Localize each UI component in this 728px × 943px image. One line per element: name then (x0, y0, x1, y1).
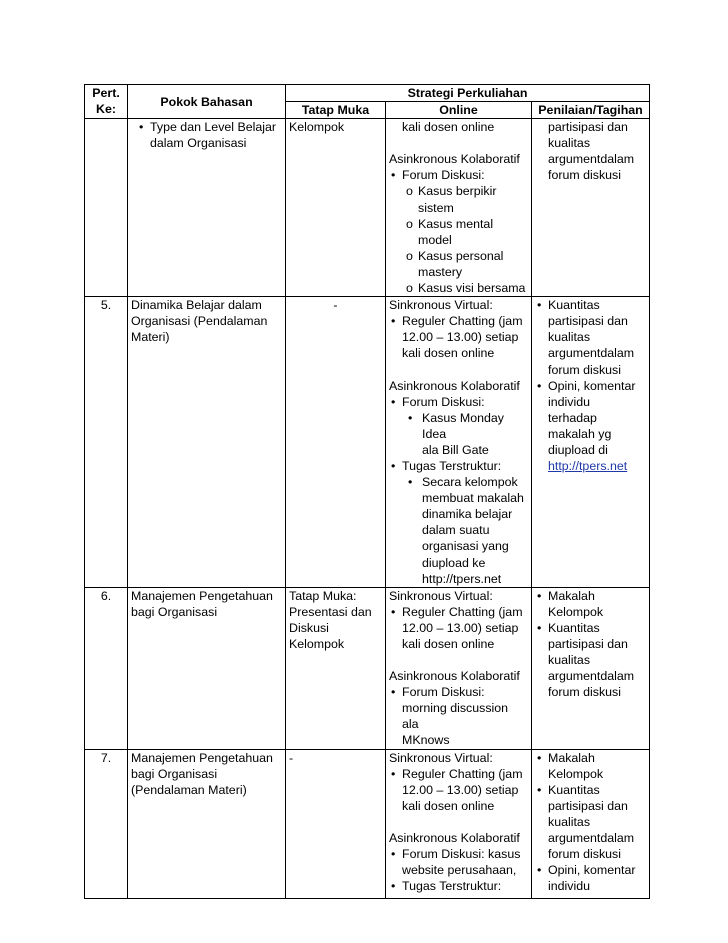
row-number (85, 119, 128, 297)
tatap-cell: Tatap Muka: Presentasi dan Diskusi Kelompok (286, 587, 386, 749)
penilaian-cell: partisipasi dan kualitas argumentdalam forum diskusi (532, 119, 650, 297)
row-number: 7. (85, 749, 128, 898)
penilaian-cell: • Kuantitas partisipasi dan kualitas argumentdalam forum diskusi • Opini, komentar individu terhadap makalah yg diupload di http://tpers.net (532, 297, 650, 588)
syllabus-table (84, 84, 650, 899)
online-cell: Sinkronous Virtual: • Reguler Chatting (jam 12.00 – 13.00) setiap kali dosen online Asinkronous Kolaboratif • Forum Diskusi: kasus website perusahaan, • Tugas Terstruktur: (386, 749, 532, 898)
header-pokok-bahasan: Pokok Bahasan (128, 85, 286, 119)
header-row-1 (85, 85, 650, 102)
table-row (85, 587, 650, 749)
table-row (85, 119, 650, 297)
tpers-link[interactable]: http://tpers.net (548, 459, 628, 474)
penilaian-cell: • Makalah Kelompok • Kuantitas partisipasi dan kualitas argumentdalam forum diskusi • Opini, komentar individu (532, 749, 650, 898)
online-cell: kali dosen online Asinkronous Kolaboratif • Forum Diskusi: o Kasus berpikir sistem o Kasus mental model o Kasus personal mastery o Kasus visi bersama (386, 119, 532, 297)
pokok-cell: Dinamika Belajar dalam Organisasi (Pendalaman Materi) (128, 297, 286, 588)
header-pert: Pert. Ke: (85, 85, 128, 119)
header-tatap-muka: Tatap Muka (286, 102, 386, 119)
table-row (85, 297, 650, 588)
header-strategi: Strategi Perkuliahan (286, 85, 650, 102)
penilaian-cell: • Makalah Kelompok • Kuantitas partisipasi dan kualitas argumentdalam forum diskusi (532, 587, 650, 749)
tatap-cell: - (286, 297, 386, 588)
tatap-cell: - (286, 749, 386, 898)
online-cell: Sinkronous Virtual: • Reguler Chatting (jam 12.00 – 13.00) setiap kali dosen online Asinkronous Kolaboratif • Forum Diskusi: morning discussion ala MKnows (386, 587, 532, 749)
pokok-cell: • Type dan Level Belajar dalam Organisasi (128, 119, 286, 297)
header-online: Online (386, 102, 532, 119)
tatap-cell: Kelompok (286, 119, 386, 297)
table-row (85, 749, 650, 898)
header-penilaian: Penilaian/Tagihan (532, 102, 650, 119)
pokok-cell: Manajemen Pengetahuan bagi Organisasi (Pendalaman Materi) (128, 749, 286, 898)
pokok-cell: Manajemen Pengetahuan bagi Organisasi (128, 587, 286, 749)
row-number: 6. (85, 587, 128, 749)
online-cell: Sinkronous Virtual: • Reguler Chatting (jam 12.00 – 13.00) setiap kali dosen online Asinkronous Kolaboratif • Forum Diskusi: • Kasus Monday Idea ala Bill Gate • Tugas Terstruktur: • Secara kelompok membuat makalah dinamika belajar dalam suatu organisasi yang diupload ke http://tpers.net (386, 297, 532, 588)
row-number: 5. (85, 297, 128, 588)
